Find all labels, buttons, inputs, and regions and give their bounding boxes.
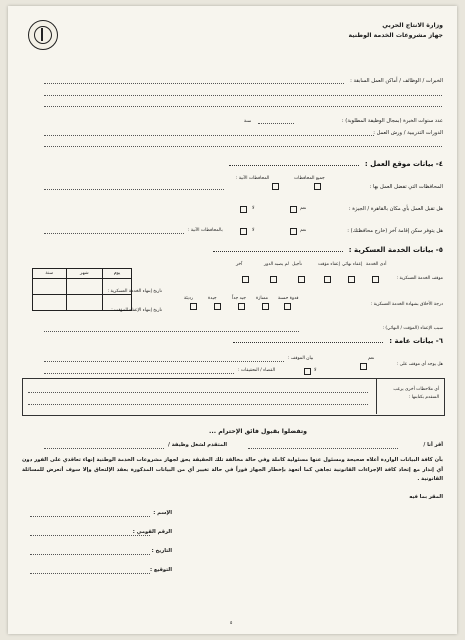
agency-name: جهاز مشروعات الخدمة الوطنية	[348, 32, 443, 39]
courses-field[interactable]	[44, 135, 374, 136]
signature-field-label: التوقيع :	[149, 567, 172, 573]
grid-cell[interactable]	[103, 279, 132, 295]
conduct-grade-checkbox[interactable]	[190, 303, 197, 310]
security-yes-label: نعم	[368, 356, 375, 361]
years-label: عدد سنوات الخبرة (بمجال الوظيفة المطلوبة) :	[341, 118, 443, 124]
conduct-grade-option-label: ممتازة	[256, 296, 268, 301]
signature-field-input[interactable]	[30, 573, 150, 574]
closing-phrase: وتفضلوا بقبول فائق الإحترام ...	[209, 428, 307, 435]
section-4-title: ٤- بيانات موقع العمل :	[229, 160, 443, 168]
conduct-grade-checkbox[interactable]	[284, 303, 291, 310]
conduct-grade-option-label: قدوة حسنة	[278, 296, 299, 301]
conduct-grade-checkbox[interactable]	[262, 303, 269, 310]
experience-field[interactable]	[44, 83, 344, 84]
next-governorates-label: المحافظات الآتية :	[236, 176, 270, 181]
accept-outside-label: هل يتوفر سكن إقامة آخر (خارج محافظتك) :	[347, 228, 443, 234]
date-grid	[32, 268, 132, 311]
notes-box[interactable]	[22, 378, 445, 416]
security-no-checkbox[interactable]	[304, 368, 311, 375]
conduct-grade-checkbox[interactable]	[238, 303, 245, 310]
accept-outside-no-checkbox[interactable]	[240, 228, 247, 235]
all-governorates-label: جميع المحافظات	[294, 176, 325, 181]
grid-header-day: يوم	[103, 269, 132, 279]
security-position-label: بيان الموقف :	[288, 356, 314, 361]
notes-line-1[interactable]	[28, 392, 368, 393]
experience-field-2[interactable]	[44, 95, 442, 96]
conduct-grade-checkbox[interactable]	[214, 303, 221, 310]
military-status-checkbox[interactable]	[372, 276, 379, 283]
accept-any-yes-checkbox[interactable]	[290, 206, 297, 213]
grid-cell[interactable]	[33, 279, 67, 295]
year-unit: سنة	[244, 119, 252, 124]
preferred-governorates-label: المحافظات التي تفضل العمل بها :	[369, 184, 443, 190]
military-status-checkbox[interactable]	[348, 276, 355, 283]
conduct-grade-option-label: رديئة	[184, 296, 193, 301]
pending-field[interactable]	[44, 373, 234, 374]
conduct-grade-option-label: جيد جداً	[232, 296, 246, 301]
conduct-grade-option-label: جيدة	[208, 296, 217, 301]
section-5-title: ٥- بيانات الخدمة العسكرية :	[213, 246, 443, 254]
conduct-grade-label: درجة الأخلاق بشهادة الخدمة العسكرية :	[370, 302, 443, 307]
military-status-label: موقف الخدمة العسكرية :	[396, 276, 443, 281]
accept-outside-yes-checkbox[interactable]	[290, 228, 297, 235]
signature-field-label: الإسم :	[153, 510, 172, 516]
notes-label: أي ملاحظات أخرى يرغب المتقدم بكتابتها :	[393, 387, 439, 400]
signature-field-input[interactable]	[30, 554, 150, 555]
military-status-option-label: لم يصبه الدور	[264, 262, 289, 267]
exempt-reason-label: سبب الإعفاء (المؤقت / النهائي) :	[382, 326, 443, 331]
military-status-option-label: إعفاء مؤقت	[318, 262, 340, 267]
next-governorates-checkbox[interactable]	[272, 183, 279, 190]
military-status-checkbox[interactable]	[242, 276, 249, 283]
applicant-suffix: المتقدم لشغل وظيفة /	[168, 442, 228, 448]
signature-field-label: الرقم القومي :	[132, 529, 172, 535]
signature-field-label: التاريخ :	[151, 548, 172, 554]
military-status-checkbox[interactable]	[270, 276, 277, 283]
page-number: ٥	[230, 621, 233, 626]
notes-divider	[376, 378, 377, 414]
governorates-next-label: بالمحافظات الآتية :	[188, 228, 223, 233]
security-no-label: لا	[314, 368, 317, 373]
grid-cell[interactable]	[66, 295, 103, 311]
military-status-option-label: إعفاء نهائي	[342, 262, 363, 267]
preferred-governorates-field[interactable]	[44, 189, 224, 190]
accept-any-yes-label: نعم	[300, 206, 307, 211]
service-end-label: تاريخ إنتهاء الخدمة العسكرية :	[107, 289, 162, 294]
temp-exempt-end-label: تاريخ إنتهاء الإعفاء المؤقت :	[111, 308, 162, 313]
applicant-prefix: أقر أنا /	[423, 442, 443, 448]
accept-outside-no-label: لا	[252, 228, 255, 233]
signature-field-input[interactable]	[30, 516, 150, 517]
military-status-checkbox[interactable]	[324, 276, 331, 283]
job-title-field[interactable]	[44, 448, 164, 449]
outside-governorates-field[interactable]	[44, 233, 184, 234]
ministry-name: وزارة الانتاج الحربي	[382, 22, 443, 29]
grid-header-month: شهر	[66, 269, 103, 279]
exempt-reason-field[interactable]	[44, 331, 299, 332]
pending-label: القضاء / التحقيقات :	[238, 368, 276, 373]
agency-logo-icon	[28, 20, 58, 50]
grid-header-year: سنة	[33, 269, 67, 279]
signature-field-input[interactable]	[30, 535, 150, 536]
grid-cell[interactable]	[33, 295, 67, 311]
signer-label: المقر بما فيه	[409, 494, 443, 500]
experience-field-3[interactable]	[44, 106, 442, 107]
security-yes-checkbox[interactable]	[360, 363, 367, 370]
accept-any-no-label: لا	[252, 206, 255, 211]
courses-label: الدورات التدريبية / ورش العمل :	[373, 130, 443, 136]
years-field[interactable]	[258, 123, 294, 124]
security-label: هل يوجد أي موقف على :	[396, 362, 443, 367]
declaration-text: بأن كافة البيانات الواردة أعلاه صحيحة ومسئول عنها مسئولية كاملة وفي حالة مخالفة تلك الحقيقة يحق لجهاز مشروعات الخدمة الوطنية إنهاء تعاقدي على الفور دون أي إنذار مع إتخاذ كافة الإجراءات القانونية تجاهي كما أتعهد بإخطار الجهاز فوراً في حالة تغيير أي من البيانات المذكورة بعقد الإلتحاق وإلا سوف أتعرض للمسائلة القانونية .	[22, 457, 443, 482]
section-6-title: ٦- بيانات عامة :	[233, 337, 443, 345]
accept-any-label: هل تقبل العمل بأي مكان بالقاهرة / الجيزة :	[348, 206, 443, 212]
grid-cell[interactable]	[66, 279, 103, 295]
form-page	[8, 6, 457, 634]
experience-label: الخبرات / الوظائف / أماكن العمل السابقة :	[350, 78, 443, 84]
security-position-field[interactable]	[44, 361, 284, 362]
accept-any-no-checkbox[interactable]	[240, 206, 247, 213]
all-governorates-checkbox[interactable]	[314, 183, 321, 190]
military-status-checkbox[interactable]	[298, 276, 305, 283]
military-status-option-label: آخر	[236, 262, 243, 267]
military-status-option-label: أدى الخدمة	[366, 262, 387, 267]
applicant-name-field[interactable]	[248, 448, 398, 449]
accept-outside-yes-label: نعم	[300, 228, 307, 233]
military-status-option-label: تأجيل	[292, 262, 302, 267]
notes-line-2[interactable]	[28, 404, 368, 405]
courses-field-2[interactable]	[44, 146, 442, 147]
